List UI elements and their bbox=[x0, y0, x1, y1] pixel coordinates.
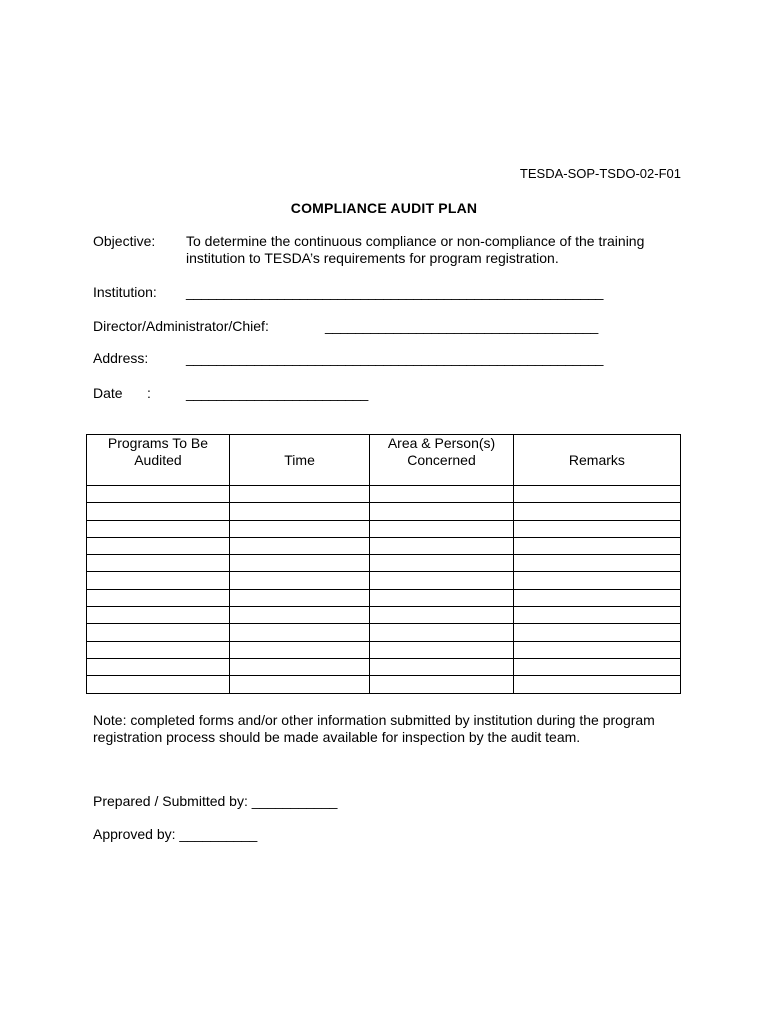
table-cell[interactable] bbox=[87, 589, 230, 606]
institution-label: Institution: bbox=[93, 284, 157, 300]
table-cell[interactable] bbox=[87, 555, 230, 572]
table-row bbox=[87, 486, 681, 503]
objective-label: Objective: bbox=[93, 233, 156, 249]
table-row bbox=[87, 589, 681, 606]
column-header-programs: Programs To Be Audited bbox=[87, 435, 230, 486]
audit-table bbox=[86, 434, 681, 694]
table-cell[interactable] bbox=[87, 486, 230, 503]
table-cell[interactable] bbox=[229, 503, 369, 520]
table-cell[interactable] bbox=[229, 486, 369, 503]
table-cell[interactable] bbox=[513, 676, 680, 693]
table-cell[interactable] bbox=[229, 555, 369, 572]
table-cell[interactable] bbox=[370, 607, 514, 624]
table-cell[interactable] bbox=[513, 572, 680, 589]
table-cell[interactable] bbox=[229, 589, 369, 606]
note-text: Note: completed forms and/or other information submitted by institution during the program registration process should be made available for inspection by the audit team. bbox=[93, 712, 655, 745]
table-cell[interactable] bbox=[87, 503, 230, 520]
table-cell[interactable] bbox=[87, 572, 230, 589]
table-cell[interactable] bbox=[370, 676, 514, 693]
table-cell[interactable] bbox=[370, 537, 514, 554]
table-cell[interactable] bbox=[229, 641, 369, 658]
table-cell[interactable] bbox=[87, 641, 230, 658]
table-cell[interactable] bbox=[370, 658, 514, 675]
table-row bbox=[87, 607, 681, 624]
table-row bbox=[87, 520, 681, 537]
table-cell[interactable] bbox=[513, 537, 680, 554]
table-cell[interactable] bbox=[87, 676, 230, 693]
table-cell[interactable] bbox=[229, 624, 369, 641]
prepared-by-line[interactable]: Prepared / Submitted by: ___________ bbox=[93, 793, 338, 809]
table-cell[interactable] bbox=[229, 676, 369, 693]
objective-text: To determine the continuous compliance or non-compliance of the training institution to TESDA’s requirements for program registration. bbox=[186, 233, 645, 266]
table-cell[interactable] bbox=[370, 555, 514, 572]
table-row bbox=[87, 658, 681, 675]
page-title: COMPLIANCE AUDIT PLAN bbox=[290, 200, 478, 216]
table-cell[interactable] bbox=[87, 537, 230, 554]
table-cell[interactable] bbox=[513, 589, 680, 606]
table-cell[interactable] bbox=[229, 607, 369, 624]
table-cell[interactable] bbox=[370, 520, 514, 537]
table-cell[interactable] bbox=[229, 658, 369, 675]
column-header-area-persons: Area & Person(s) Concerned bbox=[370, 435, 514, 486]
table-cell[interactable] bbox=[370, 486, 514, 503]
column-header-remarks: Remarks bbox=[513, 435, 680, 486]
table-cell[interactable] bbox=[513, 658, 680, 675]
director-label: Director/Administrator/Chief: bbox=[93, 318, 269, 334]
table-row bbox=[87, 555, 681, 572]
approved-by-line[interactable]: Approved by: __________ bbox=[93, 826, 258, 842]
table-cell[interactable] bbox=[87, 658, 230, 675]
table-row bbox=[87, 537, 681, 554]
table-cell[interactable] bbox=[87, 520, 230, 537]
table-cell[interactable] bbox=[370, 572, 514, 589]
table-row bbox=[87, 503, 681, 520]
date-label: Date bbox=[93, 385, 123, 401]
table-cell[interactable] bbox=[370, 641, 514, 658]
table-row bbox=[87, 572, 681, 589]
institution-field[interactable]: _______________________________________________________ bbox=[186, 284, 604, 300]
table-cell[interactable] bbox=[513, 520, 680, 537]
table-cell[interactable] bbox=[370, 624, 514, 641]
table-header-row bbox=[87, 435, 681, 486]
table-cell[interactable] bbox=[513, 641, 680, 658]
table-cell[interactable] bbox=[229, 537, 369, 554]
table-cell[interactable] bbox=[370, 589, 514, 606]
table-cell[interactable] bbox=[513, 607, 680, 624]
table-cell[interactable] bbox=[513, 503, 680, 520]
table-cell[interactable] bbox=[229, 520, 369, 537]
date-colon: : bbox=[147, 385, 151, 401]
table-cell[interactable] bbox=[513, 555, 680, 572]
director-field[interactable]: ____________________________________ bbox=[325, 318, 599, 334]
table-cell[interactable] bbox=[513, 624, 680, 641]
table-cell[interactable] bbox=[87, 624, 230, 641]
table-body bbox=[87, 486, 681, 694]
table-cell[interactable] bbox=[87, 607, 230, 624]
table-row bbox=[87, 641, 681, 658]
form-code: TESDA-SOP-TSDO-02-F01 bbox=[519, 166, 681, 181]
table-cell[interactable] bbox=[370, 503, 514, 520]
table-row bbox=[87, 624, 681, 641]
table-cell[interactable] bbox=[513, 486, 680, 503]
address-label: Address: bbox=[93, 350, 149, 366]
table-cell[interactable] bbox=[229, 572, 369, 589]
table-row bbox=[87, 676, 681, 693]
date-field[interactable]: ________________________ bbox=[186, 385, 369, 401]
address-field[interactable]: _______________________________________________________ bbox=[186, 350, 604, 366]
column-header-time: Time bbox=[229, 435, 369, 486]
